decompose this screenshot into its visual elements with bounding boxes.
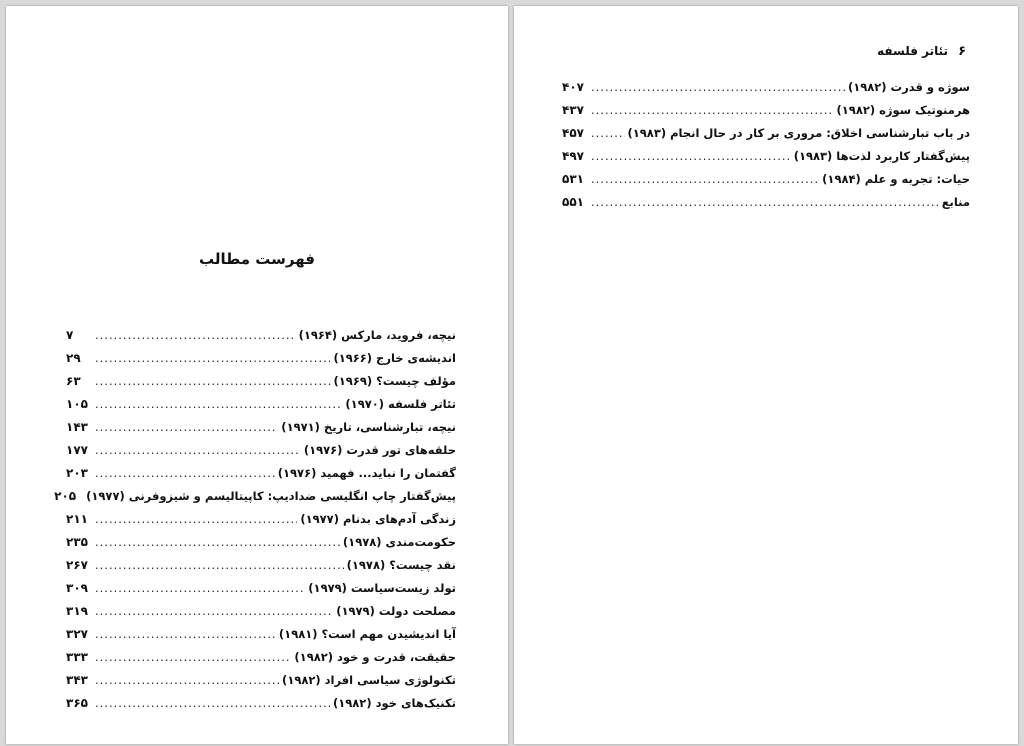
toc-entry[interactable] (66, 439, 456, 462)
toc-entry-page-number: ۱۰۵ (66, 397, 88, 411)
toc-entry-page-number: ۷ (66, 328, 74, 342)
toc-entry[interactable] (66, 416, 456, 439)
toc-entry-page-number: ۵۳۱ (562, 172, 584, 186)
dot-leader (95, 623, 276, 646)
dot-leader (95, 439, 301, 462)
toc-entry-title: اندیشه‌ی خارج (۱۹۶۶) (333, 351, 456, 365)
toc-list-left (54, 324, 456, 715)
dot-leader (95, 669, 279, 692)
toc-entry[interactable] (66, 393, 456, 416)
toc-entry-page-number: ۴۹۷ (562, 149, 584, 163)
dot-leader (591, 99, 834, 122)
toc-entry[interactable] (66, 347, 456, 370)
running-head (877, 44, 966, 59)
toc-entry-page-number: ۲۰۵ (54, 489, 77, 503)
toc-entry-page-number: ۳۶۵ (66, 696, 88, 710)
toc-entry[interactable] (66, 324, 456, 347)
toc-entry[interactable] (562, 145, 970, 168)
dot-leader (95, 692, 330, 715)
dot-leader (95, 577, 305, 600)
dot-leader (95, 347, 330, 370)
dot-leader (591, 76, 845, 99)
toc-entry-title: آیا اندیشیدن مهم است؟ (۱۹۸۱) (278, 627, 456, 641)
toc-entry[interactable] (562, 76, 970, 99)
dot-leader (95, 370, 331, 393)
toc-entry-title: زندگی آدم‌های بدنام (۱۹۷۷) (300, 512, 456, 526)
dot-leader (95, 554, 344, 577)
running-head-page-number: ۶ (958, 44, 966, 59)
toc-entry[interactable] (66, 646, 456, 669)
toc-entry-title: منابع (941, 195, 970, 209)
toc-entry[interactable] (562, 191, 970, 214)
toc-entry-title: پیش‌گفتار چاپ انگلیسی ضد‌ادیپ: کاپیتالیسم و شیزوفرنی (۱۹۷۷) (86, 489, 456, 503)
toc-entry-page-number: ۱۷۷ (66, 443, 88, 457)
toc-entry-page-number: ۳۴۳ (66, 673, 88, 687)
dot-leader (591, 168, 819, 191)
toc-entry-page-number: ۱۴۳ (66, 420, 88, 434)
toc-entry-title: نیچه، تبارشناسی، تاریخ (۱۹۷۱) (281, 420, 456, 434)
left-page (6, 6, 508, 744)
toc-entry-title: مؤلف چیست؟ (۱۹۶۹) (333, 374, 456, 388)
toc-entry-title: نیچه، فروید، مارکس (۱۹۶۴) (298, 328, 456, 342)
toc-entry-page-number: ۳۱۹ (66, 604, 88, 618)
right-page (514, 6, 1018, 744)
toc-entry-page-number: ۲۶۷ (66, 558, 88, 572)
toc-entry-page-number: ۲۰۳ (66, 466, 88, 480)
dot-leader (95, 462, 275, 485)
toc-entry-page-number: ۳۲۷ (66, 627, 88, 641)
toc-entry-page-number: ۴۵۷ (562, 126, 584, 140)
toc-entry-page-number: ۲۳۵ (66, 535, 88, 549)
toc-entry-page-number: ۲۹ (66, 351, 81, 365)
toc-entry[interactable] (562, 122, 970, 145)
toc-entry[interactable] (66, 600, 456, 623)
toc-entry-title: حیات: تجربه و علم (۱۹۸۴) (822, 172, 970, 186)
toc-entry-page-number: ۴۰۷ (562, 80, 584, 94)
toc-entry-title: در باب تبارشناسی اخلاق: مروری بر کار در حال انجام (۱۹۸۳) (627, 126, 970, 140)
dot-leader (95, 393, 342, 416)
toc-entry-page-number: ۲۱۱ (66, 512, 88, 526)
toc-entry-page-number: ۴۳۷ (562, 103, 584, 117)
dot-leader (95, 508, 297, 531)
toc-entry[interactable] (66, 623, 456, 646)
toc-entry-title: حلقه‌های تور قدرت (۱۹۷۶) (303, 443, 456, 457)
toc-entry[interactable] (66, 370, 456, 393)
dot-leader (95, 646, 291, 669)
toc-entry[interactable] (66, 531, 456, 554)
toc-entry-page-number: ۶۳ (66, 374, 81, 388)
toc-title: فهرست مطالب (199, 250, 315, 268)
dot-leader (95, 531, 340, 554)
toc-entry-title: گفتمان را نباید... فهمید (۱۹۷۶) (277, 466, 456, 480)
dot-leader (95, 324, 296, 347)
toc-list-right (562, 76, 970, 214)
toc-entry-title: نقد چیست؟ (۱۹۷۸) (346, 558, 456, 572)
running-head-book-title: تئاتر فلسفه (877, 44, 949, 58)
toc-entry-title: هرمنوتیک سوژه (۱۹۸۲) (836, 103, 970, 117)
toc-entry-title: تکنیک‌های خود (۱۹۸۲) (332, 696, 456, 710)
dot-leader (95, 600, 333, 623)
toc-entry-title: سوژه و قدرت (۱۹۸۲) (847, 80, 970, 94)
toc-entry-title: تکنولوژی سیاسی افراد (۱۹۸۲) (282, 673, 456, 687)
toc-entry[interactable] (562, 99, 970, 122)
dot-leader (591, 145, 791, 168)
toc-entry-title: پیش‌گفتار کاربرد لذت‌ها (۱۹۸۳) (793, 149, 970, 163)
toc-entry[interactable] (66, 669, 456, 692)
toc-entry-title: مصلحت دولت (۱۹۷۹) (336, 604, 456, 618)
toc-entry-title: تولد زیست‌سیاست (۱۹۷۹) (308, 581, 456, 595)
toc-entry-title: حکومت‌مندی (۱۹۷۸) (342, 535, 456, 549)
toc-entry-title: تئاتر فلسفه (۱۹۷۰) (345, 397, 456, 411)
toc-entry[interactable] (66, 462, 456, 485)
toc-entry[interactable] (66, 508, 456, 531)
toc-entry-page-number: ۳۰۹ (66, 581, 88, 595)
toc-entry-title: حقیقت، قدرت و خود (۱۹۸۲) (294, 650, 456, 664)
dot-leader (591, 122, 625, 145)
dot-leader (95, 416, 278, 439)
toc-entry-page-number: ۳۳۳ (66, 650, 88, 664)
toc-entry-page-number: ۵۵۱ (562, 195, 584, 209)
toc-entry[interactable] (54, 485, 456, 508)
toc-entry[interactable] (562, 168, 970, 191)
toc-entry[interactable] (66, 554, 456, 577)
toc-entry[interactable] (66, 692, 456, 715)
toc-entry[interactable] (66, 577, 456, 600)
dot-leader (591, 191, 939, 214)
